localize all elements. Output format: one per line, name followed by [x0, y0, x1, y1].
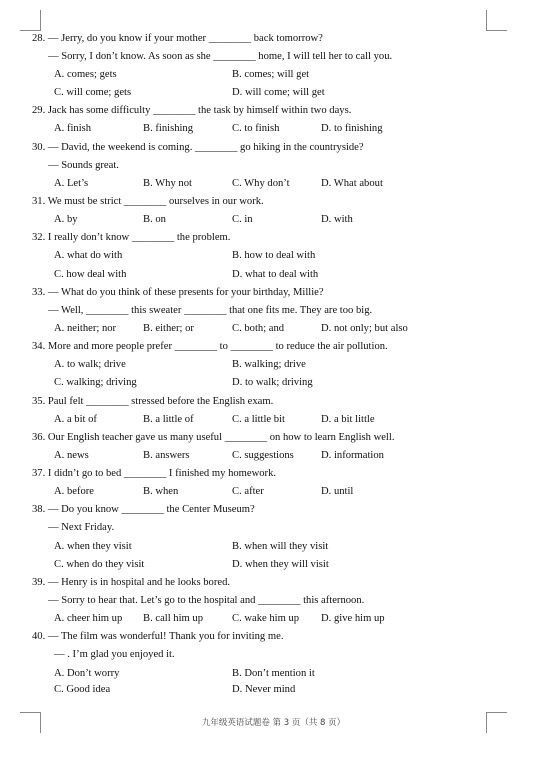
question-31-stem: 31. We must be strict ________ ourselves in our work. [32, 196, 264, 207]
question-40-reply: — . I’m glad you enjoyed it. [54, 649, 175, 660]
option-38-a[interactable]: A. when they visit [54, 541, 132, 552]
option-36-c[interactable]: C. suggestions [232, 450, 294, 461]
option-30-d[interactable]: D. What about [321, 178, 383, 189]
option-30-b[interactable]: B. Why not [143, 178, 192, 189]
question-39-stem: 39. — Henry is in hospital and he looks bored. [32, 577, 231, 588]
option-39-d[interactable]: D. give him up [321, 613, 385, 624]
option-37-b[interactable]: B. when [143, 486, 179, 497]
question-39-reply: — Sorry to hear that. Let’s go to the hospital and ________ this afternoon. [48, 595, 365, 606]
option-31-c[interactable]: C. in [232, 214, 253, 225]
option-34-b[interactable]: B. walking; drive [232, 359, 306, 370]
option-35-a[interactable]: A. a bit of [54, 414, 97, 425]
option-40-d[interactable]: D. Never mind [232, 684, 296, 695]
option-28-c[interactable]: C. will come; gets [54, 87, 132, 98]
question-28-reply: — Sorry, I don’t know. As soon as she ________ home, I will tell her to call you. [48, 51, 393, 62]
option-31-d[interactable]: D. with [321, 214, 353, 225]
option-34-d[interactable]: D. to walk; driving [232, 377, 313, 388]
question-29-stem: 29. Jack has some difficulty ________ the task by himself within two days. [32, 105, 352, 116]
question-32-stem: 32. I really don’t know ________ the problem. [32, 232, 231, 243]
option-32-b[interactable]: B. how to deal with [232, 250, 316, 261]
option-28-b[interactable]: B. comes; will get [232, 69, 310, 80]
question-28-stem: 28. — Jerry, do you know if your mother ________ back tomorrow? [32, 33, 323, 44]
option-31-a[interactable]: A. by [54, 214, 78, 225]
option-29-c[interactable]: C. to finish [232, 123, 280, 134]
option-36-a[interactable]: A. news [54, 450, 89, 461]
option-38-d[interactable]: D. when they will visit [232, 559, 329, 570]
option-33-b[interactable]: B. either; or [143, 323, 194, 334]
option-40-b[interactable]: B. Don’t mention it [232, 668, 315, 679]
option-32-a[interactable]: A. what do with [54, 250, 123, 261]
option-33-d[interactable]: D. not only; but also [321, 323, 408, 334]
question-38-stem: 38. — Do you know ________ the Center Museum? [32, 504, 255, 515]
option-32-d[interactable]: D. what to deal with [232, 269, 319, 280]
option-28-a[interactable]: A. comes; gets [54, 69, 117, 80]
question-30-reply: — Sounds great. [48, 160, 119, 171]
option-39-c[interactable]: C. wake him up [232, 613, 300, 624]
crop-mark-top-right [486, 10, 507, 31]
option-33-c[interactable]: C. both; and [232, 323, 285, 334]
option-39-a[interactable]: A. cheer him up [54, 613, 123, 624]
option-35-d[interactable]: D. a bit little [321, 414, 375, 425]
option-36-b[interactable]: B. answers [143, 450, 190, 461]
option-40-a[interactable]: A. Don’t worry [54, 668, 120, 679]
option-38-b[interactable]: B. when will they visit [232, 541, 329, 552]
option-28-d[interactable]: D. will come; will get [232, 87, 325, 98]
question-35-stem: 35. Paul felt ________ stressed before the English exam. [32, 396, 274, 407]
option-32-c[interactable]: C. how deal with [54, 269, 127, 280]
question-33-reply: — Well, ________ this sweater ________ that one fits me. They are too big. [48, 305, 373, 316]
option-38-c[interactable]: C. when do they visit [54, 559, 145, 570]
option-34-a[interactable]: A. to walk; drive [54, 359, 126, 370]
option-40-c[interactable]: C. Good idea [54, 684, 111, 695]
option-34-c[interactable]: C. walking; driving [54, 377, 137, 388]
option-37-a[interactable]: A. before [54, 486, 95, 497]
option-35-b[interactable]: B. a little of [143, 414, 194, 425]
question-30-stem: 30. — David, the weekend is coming. ________ go hiking in the countryside? [32, 142, 364, 153]
option-36-d[interactable]: D. information [321, 450, 384, 461]
option-30-c[interactable]: C. Why don’t [232, 178, 290, 189]
crop-mark-top-left [20, 10, 41, 31]
page-footer: 九年级英语试题卷 第 3 页（共 8 页） [201, 718, 346, 728]
option-29-d[interactable]: D. to finishing [321, 123, 383, 134]
question-38-reply: — Next Friday. [48, 522, 115, 533]
option-30-a[interactable]: A. Let’s [54, 178, 89, 189]
option-35-c[interactable]: C. a little bit [232, 414, 285, 425]
option-37-c[interactable]: C. after [232, 486, 264, 497]
question-37-stem: 37. I didn’t go to bed ________ I finished my homework. [32, 468, 277, 479]
question-36-stem: 36. Our English teacher gave us many useful ________ on how to learn English well. [32, 432, 395, 443]
question-33-stem: 33. — What do you think of these presents for your birthday, Millie? [32, 287, 324, 298]
option-29-a[interactable]: A. finish [54, 123, 92, 134]
question-34-stem: 34. More and more people prefer ________ to ________ to reduce the air pollution. [32, 341, 388, 352]
option-39-b[interactable]: B. call him up [143, 613, 204, 624]
option-33-a[interactable]: A. neither; nor [54, 323, 117, 334]
question-40-stem: 40. — The film was wonderful! Thank you for inviting me. [32, 631, 284, 642]
option-37-d[interactable]: D. until [321, 486, 354, 497]
option-31-b[interactable]: B. on [143, 214, 166, 225]
option-29-b[interactable]: B. finishing [143, 123, 194, 134]
